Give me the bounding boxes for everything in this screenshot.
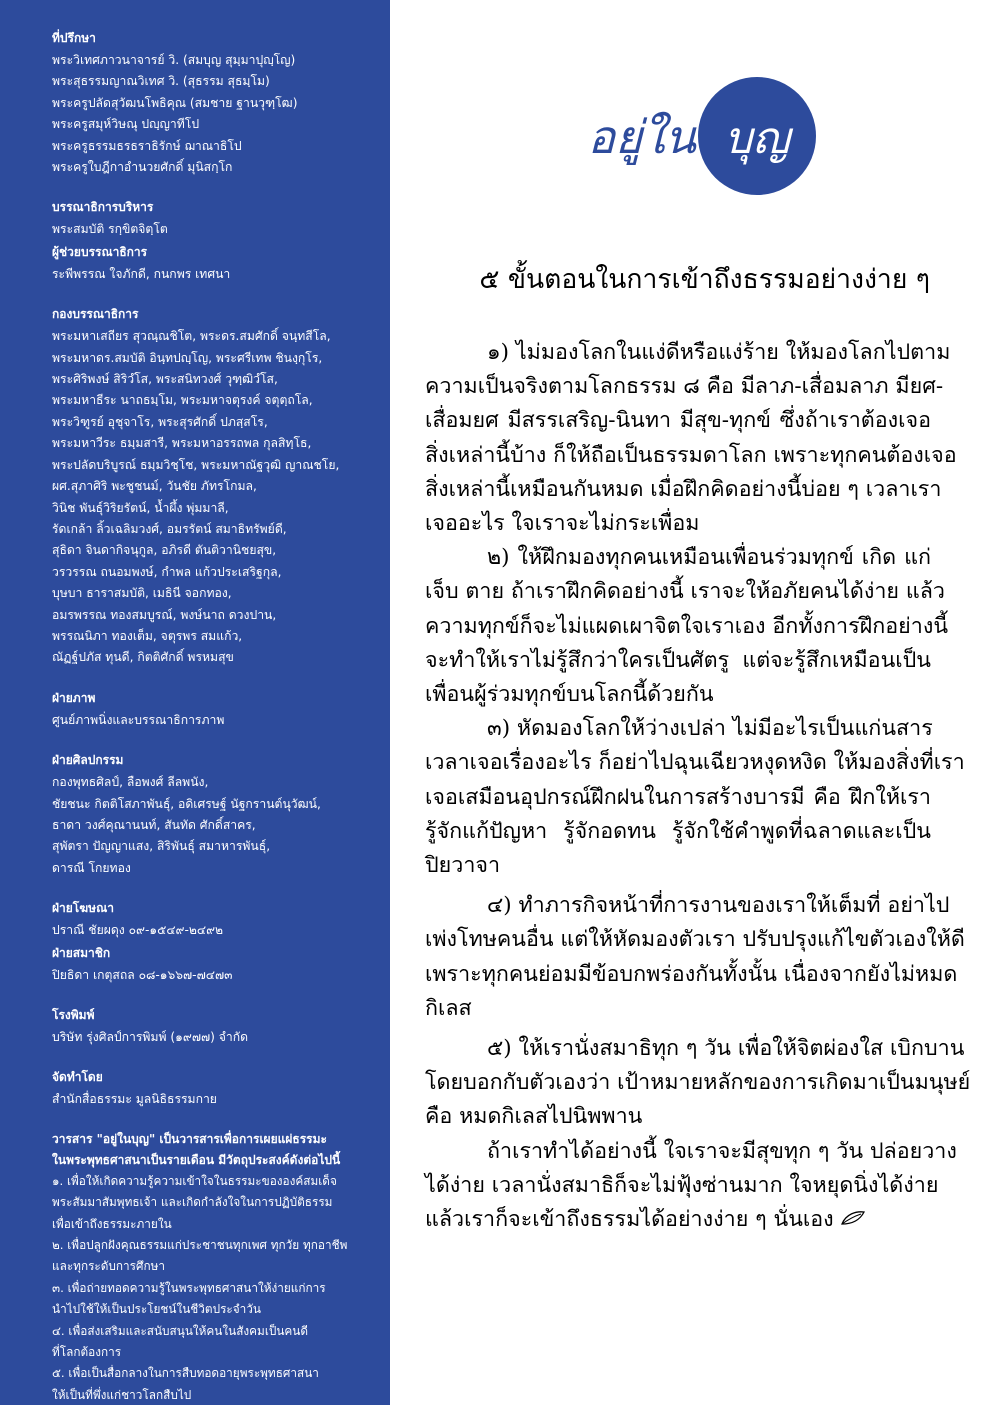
article-line: คือ หมดกิเลสไปนิพพาน <box>425 1104 643 1130</box>
editor-in-chief-section <box>52 196 380 240</box>
journal-objective-line: ที่โลกต้องการ <box>52 1345 122 1360</box>
article-line: สิ่งเหล่านี้เหมือนกันหมด เมื่อฝึกคิดอย่างนี้บ่อย ๆ เวลาเรา <box>425 476 942 502</box>
editorial-board-line: สุธิดา จินดากิจนุกูล, อภิรดี ตันติวานิชยสุข, <box>52 543 277 558</box>
editorial-board-line: พรรณนิภา ทองเต็ม, จตุรพร สมแก้ว, <box>52 628 243 643</box>
editorial-board-section <box>52 303 380 669</box>
article-line: ๕) ให้เรานั่งสมาธิทุก ๆ วัน เพื่อให้จิตผ่องใส เบิกบาน <box>487 1036 965 1062</box>
article-paragraph-3 <box>425 712 965 883</box>
article-paragraph-1 <box>425 336 957 541</box>
article-line: เจอเสมือนอุปกรณ์ฝึกฝนในการสร้างบารมี คือ ฝึกให้เรา <box>425 784 931 810</box>
journal-intro-heading: วารสาร "อยู่ในบุญ" เป็นวารสารเพื่อการเผยแผ่ธรรมะ <box>52 1131 327 1146</box>
editorial-board-line: วรวรรณ ถนอมพงษ์, กำพล แก้วประเสริฐกุล, <box>52 564 282 579</box>
article-line: เพราะทุกคนย่อมมีข้อบกพร่องกันทั้งนั้น เนื่องจากยังไม่หมด <box>425 961 958 987</box>
article-line: ความทุกข์ก็จะไม่แผดเผาจิตใจเราเอง อีกทั้งการฝึกอย่างนี้ <box>425 613 949 639</box>
journal-objective-line: ๕. เพื่อเป็นสื่อกลางในการสืบทอดอายุพระพุทธศาสนา <box>52 1366 319 1381</box>
editor-in-chief-line: พระสมบัติ รกฺขิตจิตฺโต <box>52 222 168 237</box>
advisor-line: พระครูใบฎีกาอำนวยศักดิ์ มุนิสกฺโก <box>52 160 233 175</box>
article-line: ปิยวาจา <box>425 853 501 879</box>
article-title: ๕ ขั้นตอนในการเข้าถึงธรรมอย่างง่าย ๆ <box>479 264 930 295</box>
art-line: กองพุทธศิลป์, ลือพงศ์ ลีลพนัง, <box>52 775 209 790</box>
article-body <box>425 336 971 1237</box>
membership-line: ปิยธิดา เกตุสถล ๐๘-๑๖๖๗-๗๔๗๓ <box>52 967 233 982</box>
leaf-ornament-icon <box>840 1203 866 1237</box>
journal-objective-line: ให้เป็นที่พึ่งแก่ชาวโลกสืบไป <box>52 1387 192 1402</box>
assistant-editors-heading: ผู้ช่วยบรรณาธิการ <box>52 244 148 259</box>
journal-intro-section <box>52 1129 380 1406</box>
article-line: กิเลส <box>425 995 472 1021</box>
article-line: ๑) ไม่มองโลกในแง่ดีหรือแง่ร้าย ให้มองโลกไปตาม <box>487 340 951 365</box>
advertising-section <box>52 897 380 941</box>
article-line: ๓) หัดมองโลกให้ว่างเปล่า ไม่มีอะไรเป็นแก่นสาร <box>487 716 933 742</box>
photo-line: ศูนย์ภาพนิ่งและบรรณาธิการภาพ <box>52 712 225 727</box>
logo-graphic <box>578 73 838 203</box>
advisor-line: พระวิเทศภาวนาจารย์ วิ. (สมบุญ สุมฺมาปุญฺโญ) <box>52 53 296 67</box>
editorial-board-line: พระมหาวีระ ธมฺมสารี, พระมหาอรรถพล กุลสิทฺโธ, <box>52 436 312 451</box>
editorial-board-line: รัดเกล้า ลิ้วเฉลิมวงศ์, อมรรัตน์ สมาธิทรัพย์ดี, <box>52 521 287 536</box>
article-line: ๔) ทำภารกิจหน้าที่การงานของเราให้เต็มที่ อย่าไป <box>487 893 950 919</box>
article-line: โดยบอกกับตัวเองว่า เป้าหมายหลักของการเกิดมาเป็นมนุษย์ <box>425 1070 971 1096</box>
logo-text-circle: บุญ <box>724 113 790 164</box>
advertising-line: ปราณี ชัยผดุง ๐๙-๑๕๔๙-๒๔๙๒ <box>52 923 224 938</box>
editorial-board-line: พระมหาเสถียร สุวณฺณชิโต, พระดร.สมศักดิ์ จนฺทสีโล, <box>52 329 331 344</box>
article-line: เสื่อมยศ มีสรรเสริญ-นินทา มีสุข-ทุกข์ ซึ่งถ้าเราต้องเจอ <box>425 408 931 434</box>
art-heading: ฝ่ายศิลปกรรม <box>52 753 124 768</box>
article-line: เพื่อนผู้ร่วมทุกข์บนโลกนี้ด้วยกัน <box>425 682 714 708</box>
producer-heading: จัดทำโดย <box>52 1070 103 1085</box>
journal-objective-line: เพื่อเข้าถึงธรรมะภายใน <box>52 1216 172 1231</box>
photo-section <box>52 687 380 731</box>
advisor-line: พระครูปลัดสุวัฒนโพธิคุณ (สมชาย ฐานวุฑฺโฒ) <box>52 95 298 110</box>
editorial-board-line: ผศ.สุภาศิริ พะชูชนม์, วันชัย ภัทรโกมล, <box>52 479 257 494</box>
printer-heading: โรงพิมพ์ <box>52 1008 95 1022</box>
art-line: ธาดา วงศ์คุณานนท์, สันทัด ศักดิ์สาคร, <box>52 817 256 832</box>
assistant-editors-section <box>52 241 380 285</box>
art-section <box>52 749 380 879</box>
printer-line: บริษัท รุ่งศิลป์การพิมพ์ (๑๙๗๗) จำกัด <box>52 1030 249 1044</box>
advisors-section <box>52 27 380 178</box>
journal-objective-line: นำไปใช้ให้เป็นประโยชน์ในชีวิตประจำวัน <box>52 1302 261 1317</box>
article-line: เจออะไร ใจเราจะไม่กระเพื่อม <box>425 511 700 537</box>
advisor-line: พระสุธรรมญาณวิเทศ วิ. (สุธรรม สุธมฺโม) <box>52 74 270 89</box>
art-line: ชัยชนะ กิตติโสภาพันธุ์, อดิเศรษฐ์ นัฐกรานต์นุวัฒน์, <box>52 796 321 811</box>
credits-sidebar <box>0 0 390 1405</box>
advisor-line: พระครูสมุห์วิษณุ ปญฺญาทีโป <box>52 117 200 132</box>
article-paragraph-4 <box>425 889 965 1026</box>
journal-objective-line: ๒. เพื่อปลูกฝังคุณธรรมแก่ประชาชนทุกเพศ ทุกวัย ทุกอาชีพ <box>52 1238 348 1253</box>
article-line: จะทำให้เราไม่รู้สึกว่าใครเป็นศัตรู แต่จะรู้สึกเหมือนเป็น <box>425 647 931 673</box>
advertising-heading: ฝ่ายโฆษณา <box>52 901 114 916</box>
membership-section <box>52 942 380 986</box>
article-paragraph-5 <box>425 1032 971 1135</box>
art-line: ดารณี โกยทอง <box>52 860 131 875</box>
article-line: ถ้าเราทำได้อย่างนี้ ใจเราจะมีสุขทุก ๆ วัน ปล่อยวาง <box>487 1138 957 1164</box>
article-line: ความเป็นจริงตามโลกธรรม ๘ คือ มีลาภ-เสื่อมลาภ มียศ- <box>425 374 944 400</box>
logo-text-left: อยู่ใน <box>587 110 696 164</box>
journal-objective-line: ๑. เพื่อให้เกิดความรู้ความเข้าใจในธรรมะขององค์สมเด็จ <box>52 1173 337 1188</box>
photo-heading: ฝ่ายภาพ <box>52 690 96 705</box>
journal-objective-line: ๓. เพื่อถ่ายทอดความรู้ในพระพุทธศาสนาให้ง่ายแก่การ <box>52 1280 326 1295</box>
producer-line: สำนักสื่อธรรมะ มูลนิธิธรรมกาย <box>52 1092 217 1107</box>
editorial-board-line: พระวิฑูรย์ อุชุจาโร, พระสุรศักดิ์ ปภสฺสโร, <box>52 414 268 429</box>
article-line: สิ่งเหล่านี้บ้าง ก็ให้ถือเป็นธรรมดาโลก เพราะทุกคนต้องเจอ <box>425 442 957 468</box>
printer-section <box>52 1004 380 1048</box>
article-line: เจ็บ ตาย ถ้าเราฝึกคิดอย่างนี้ เราจะให้อภัยคนได้ง่าย แล้ว <box>425 579 945 605</box>
magazine-logo <box>578 73 838 203</box>
article-line: รู้จักแก้ปัญหา รู้จักอดทน รู้จักใช้คำพูดที่ฉลาดและเป็น <box>425 818 931 844</box>
editorial-board-heading: กองบรรณาธิการ <box>52 307 139 322</box>
advisors-heading: ที่ปรึกษา <box>52 31 96 45</box>
journal-objective-line: พระสัมมาสัมพุทธเจ้า และเกิดกำลังใจในการปฏิบัติธรรม <box>52 1195 333 1210</box>
journal-intro-heading: ในพระพุทธศาสนาเป็นรายเดือน มีวัตถุประสงค์ดังต่อไปนี้ <box>52 1152 341 1167</box>
producer-section <box>52 1066 380 1110</box>
editorial-board-line: พระศิริพงษ์ สิริวํโส, พระสนิทวงศ์ วุฑฺฒิวํโส, <box>52 372 278 387</box>
editorial-board-line: ณัฏฐ์ปภัส ทุนดี, กิตติศักดิ์ พรหมสุข <box>52 650 234 665</box>
assistant-editors-line: ระพีพรรณ ใจภักดี, กนกพร เทศนา <box>52 266 231 281</box>
advisor-line: พระครูธรรมธรธราธิรักษ์ ฌาณาธิโป <box>52 138 242 153</box>
article-paragraph-6 <box>425 1135 957 1238</box>
article-line: เวลาเจอเรื่องอะไร ก็อย่าไปฉุนเฉียวหงุดหงิด ให้มองสิ่งที่เรา <box>425 750 965 776</box>
article-line: ได้ง่าย เวลานั่งสมาธิก็จะไม่ฟุ้งซ่านมาก ใจหยุดนิ่งได้ง่าย <box>425 1172 939 1198</box>
article-line: ๒) ให้ฝึกมองทุกคนเหมือนเพื่อนร่วมทุกข์ เกิด แก่ <box>487 545 931 571</box>
art-line: สุพัตรา ปัญญาแสง, สิริพันธุ์ สมาหารพันธุ์, <box>52 839 271 854</box>
editorial-board-line: อมรพรรณ ทองสมบูรณ์, พงษ์นาถ ดวงปาน, <box>52 607 277 622</box>
article-line: เพ่งโทษคนอื่น แต่ให้หัดมองตัวเรา ปรับปรุงแก้ไขตัวเองให้ดี <box>425 927 965 953</box>
editorial-board-line: พระมหาธีระ นาถธมฺโม, พระมหาจตุรงค์ จตุตฺถโล, <box>52 393 313 408</box>
journal-objective-line: และทุกระดับการศึกษา <box>52 1259 166 1274</box>
editorial-board-line: พระปลัดบริบูรณ์ ธมฺมวิชฺโช, พระมหาณัฐวุฒิ ญาณชโย, <box>52 457 340 472</box>
article-line-text: แล้วเราก็จะเข้าถึงธรรมได้อย่างง่าย ๆ นั่นเอง <box>425 1207 834 1233</box>
article-paragraph-2 <box>425 541 949 712</box>
editorial-board-line: พระมหาดร.สมบัติ อินฺทปญฺโญ, พระศรีเทพ ชินงฺกุโร, <box>52 350 323 365</box>
editorial-board-line: วินิช พันธุ์วิริยรัตน์, น้ำผึ้ง พุ่มมาลี, <box>52 500 229 515</box>
membership-heading: ฝ่ายสมาชิก <box>52 945 111 960</box>
journal-objective-line: ๔. เพื่อส่งเสริมและสนับสนุนให้คนในสังคมเป็นคนดี <box>52 1323 309 1338</box>
editorial-board-line: บุษบา ธาราสมบัติ, เมธินี จอกทอง, <box>52 586 232 601</box>
article-last-line <box>425 1203 931 1237</box>
editor-in-chief-heading: บรรณาธิการบริหาร <box>52 200 154 215</box>
